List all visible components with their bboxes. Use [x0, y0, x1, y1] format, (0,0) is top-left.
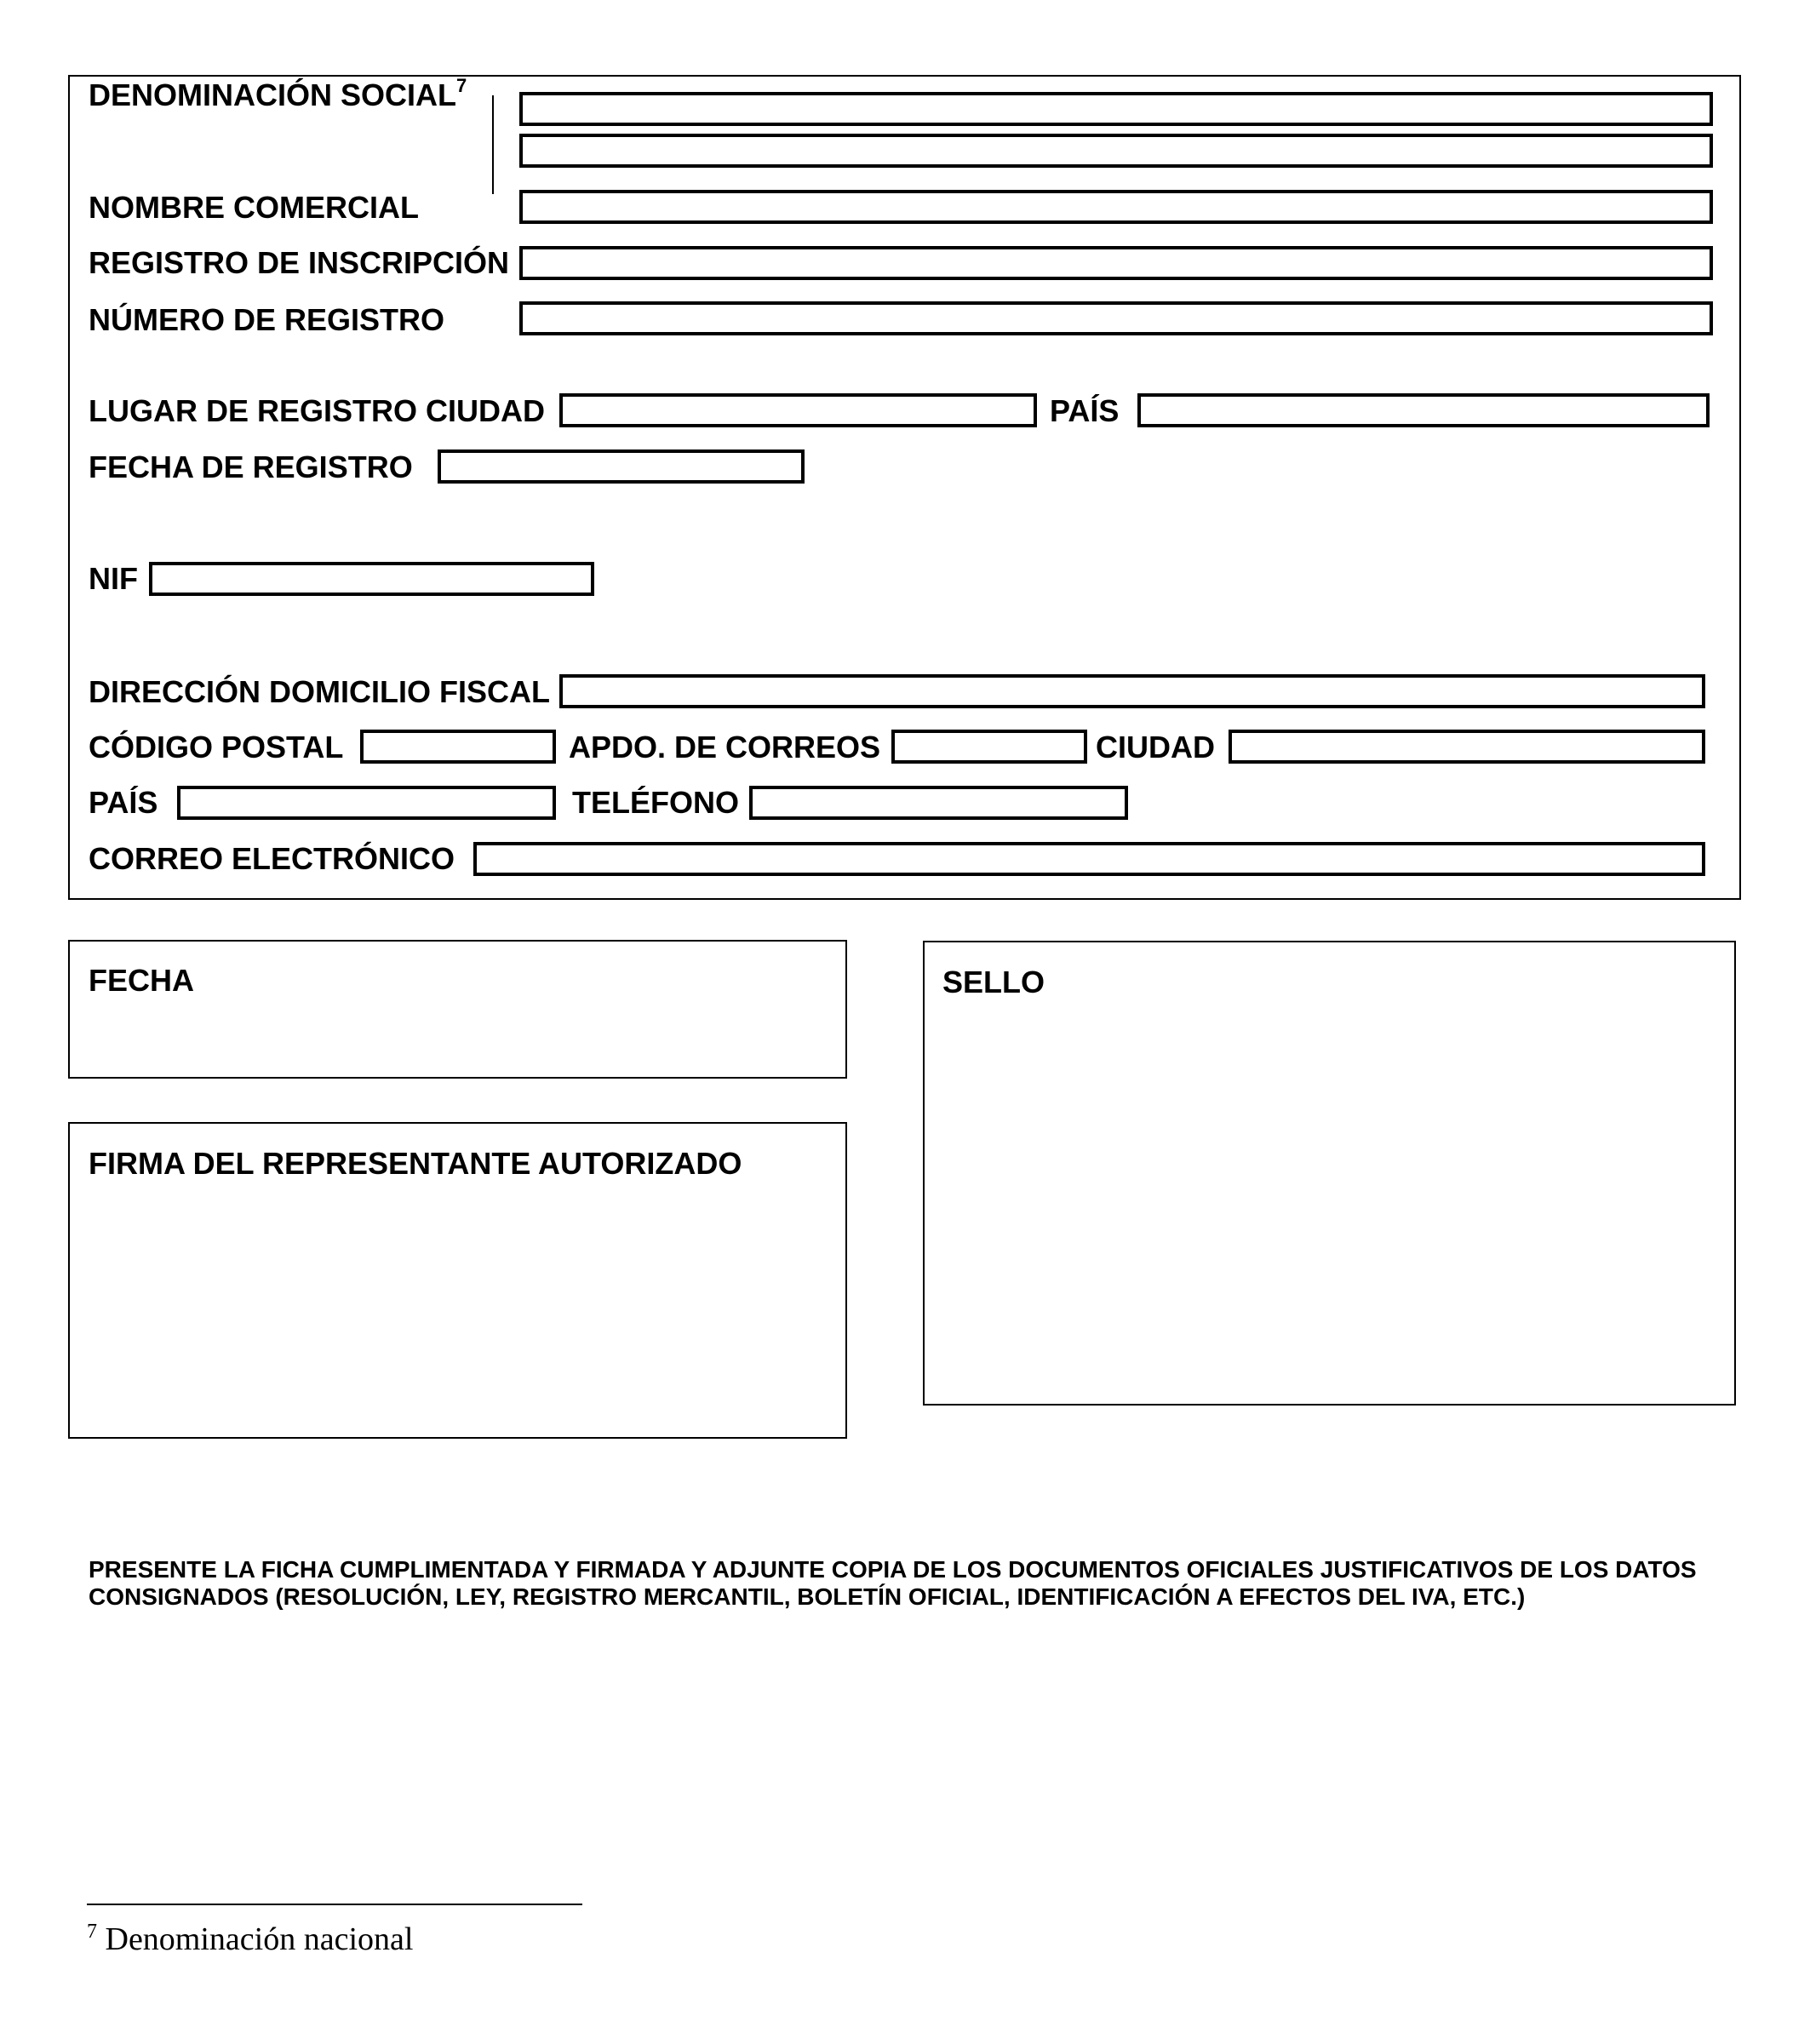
codigo-postal-field[interactable] [360, 730, 556, 764]
footnote-text: Denominación nacional [105, 1921, 414, 1957]
ciudad-label: CIUDAD [1096, 730, 1215, 764]
apdo-correos-field[interactable] [891, 730, 1087, 764]
registro-inscripcion-field[interactable] [519, 246, 1713, 280]
pais-field[interactable] [177, 786, 556, 820]
sello-box-label: SELLO [942, 965, 1045, 999]
apdo-correos-label: APDO. DE CORREOS [569, 730, 881, 764]
nif-field[interactable] [149, 562, 594, 596]
firma-box-label: FIRMA DEL REPRESENTANTE AUTORIZADO [89, 1146, 742, 1181]
correo-electronico-label: CORREO ELECTRÓNICO [89, 841, 455, 876]
denominacion-divider [492, 95, 494, 194]
telefono-field[interactable] [749, 786, 1128, 820]
nombre-comercial-label: NOMBRE COMERCIAL [89, 190, 419, 225]
footnote [87, 1921, 413, 1958]
pais-label: PAÍS [89, 785, 158, 820]
instructions-text: PRESENTE LA FICHA CUMPLIMENTADA Y FIRMADA Y ADJUNTE COPIA DE LOS DOCUMENTOS OFICIALES JUSTIFICATIVOS DE LOS DATOS CONSIGNADOS (RESOLUCIÓN, LEY, REGISTRO MERCANTIL, BOLETÍN OFICIAL, IDENTIFICACIÓN A EFECTOS DEL IVA, ETC.) [89, 1556, 1697, 1610]
nif-label: NIF [89, 561, 138, 596]
correo-electronico-field[interactable] [473, 842, 1705, 876]
codigo-postal-label: CÓDIGO POSTAL [89, 730, 344, 764]
fecha-registro-field[interactable] [438, 449, 805, 484]
footnote-reference: 7 [456, 75, 467, 96]
numero-registro-label: NÚMERO DE REGISTRO [89, 302, 445, 337]
lugar-registro-ciudad-label: LUGAR DE REGISTRO CIUDAD [89, 393, 546, 428]
lugar-registro-ciudad-field[interactable] [559, 393, 1037, 427]
direccion-domicilio-fiscal-label: DIRECCIÓN DOMICILIO FISCAL [89, 674, 550, 709]
pais-registro-label: PAÍS [1050, 393, 1120, 428]
denominacion-social-field-2[interactable] [519, 134, 1713, 168]
ciudad-field[interactable] [1229, 730, 1705, 764]
fecha-registro-label: FECHA DE REGISTRO [89, 449, 413, 484]
numero-registro-field[interactable] [519, 301, 1713, 335]
telefono-label: TELÉFONO [572, 785, 739, 820]
footnote-number: 7 [87, 1921, 97, 1943]
registro-inscripcion-label: REGISTRO DE INSCRIPCIÓN [89, 245, 510, 280]
fecha-box[interactable] [68, 940, 847, 1079]
footnote-separator [87, 1904, 582, 1905]
nombre-comercial-field[interactable] [519, 190, 1713, 224]
pais-registro-field[interactable] [1137, 393, 1710, 427]
fecha-box-label: FECHA [89, 963, 194, 998]
denominacion-social-label: DENOMINACIÓN SOCIAL$^7$ [89, 75, 467, 112]
denominacion-social-field-1[interactable] [519, 92, 1713, 126]
direccion-domicilio-fiscal-field[interactable] [559, 674, 1705, 708]
sello-box[interactable] [923, 941, 1736, 1406]
